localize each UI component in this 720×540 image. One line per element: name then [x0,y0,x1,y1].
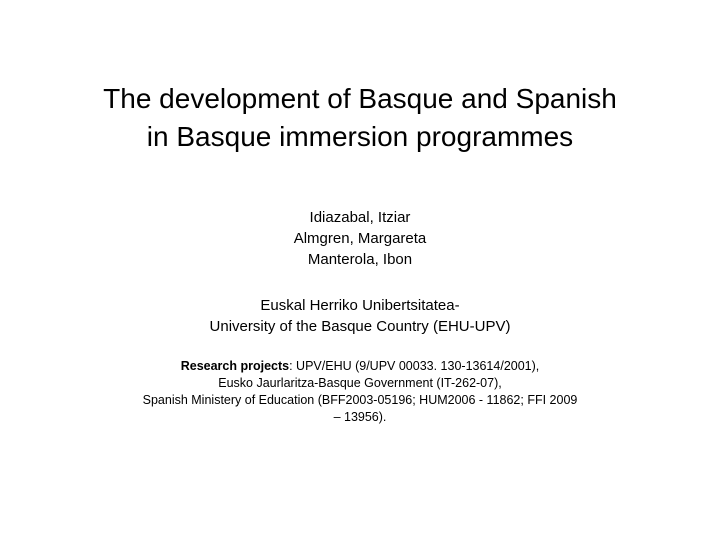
author-name: Manterola, Ibon [307,251,413,268]
research-projects-label: Research projects [180,359,290,373]
research-projects [100,358,620,426]
research-line-1-text: : UPV/EHU (9/UPV 00033. 130-13614/2001), [289,359,540,373]
author-list [160,207,560,270]
research-line-1 [100,358,620,375]
research-line-2: Eusko Jaurlaritza-Basque Government (IT-262-07), [218,376,502,390]
research-line-3: Spanish Ministery of Education (BFF2003-05196; HUM2006 - 11862; FFI 2009 [142,393,578,407]
slide-title [30,80,690,156]
author-name: Almgren, Margareta [293,230,427,247]
title-line-2: in Basque immersion programmes [146,121,574,152]
affiliation-line-1: Euskal Herriko Unibertsitatea- [260,297,460,314]
author-name: Idiazabal, Itziar [309,209,411,226]
affiliation [100,295,620,337]
research-line-4: – 13956). [333,410,387,424]
title-line-1: The development of Basque and Spanish [103,83,617,114]
affiliation-line-2: University of the Basque Country (EHU-UPV) [209,318,511,335]
